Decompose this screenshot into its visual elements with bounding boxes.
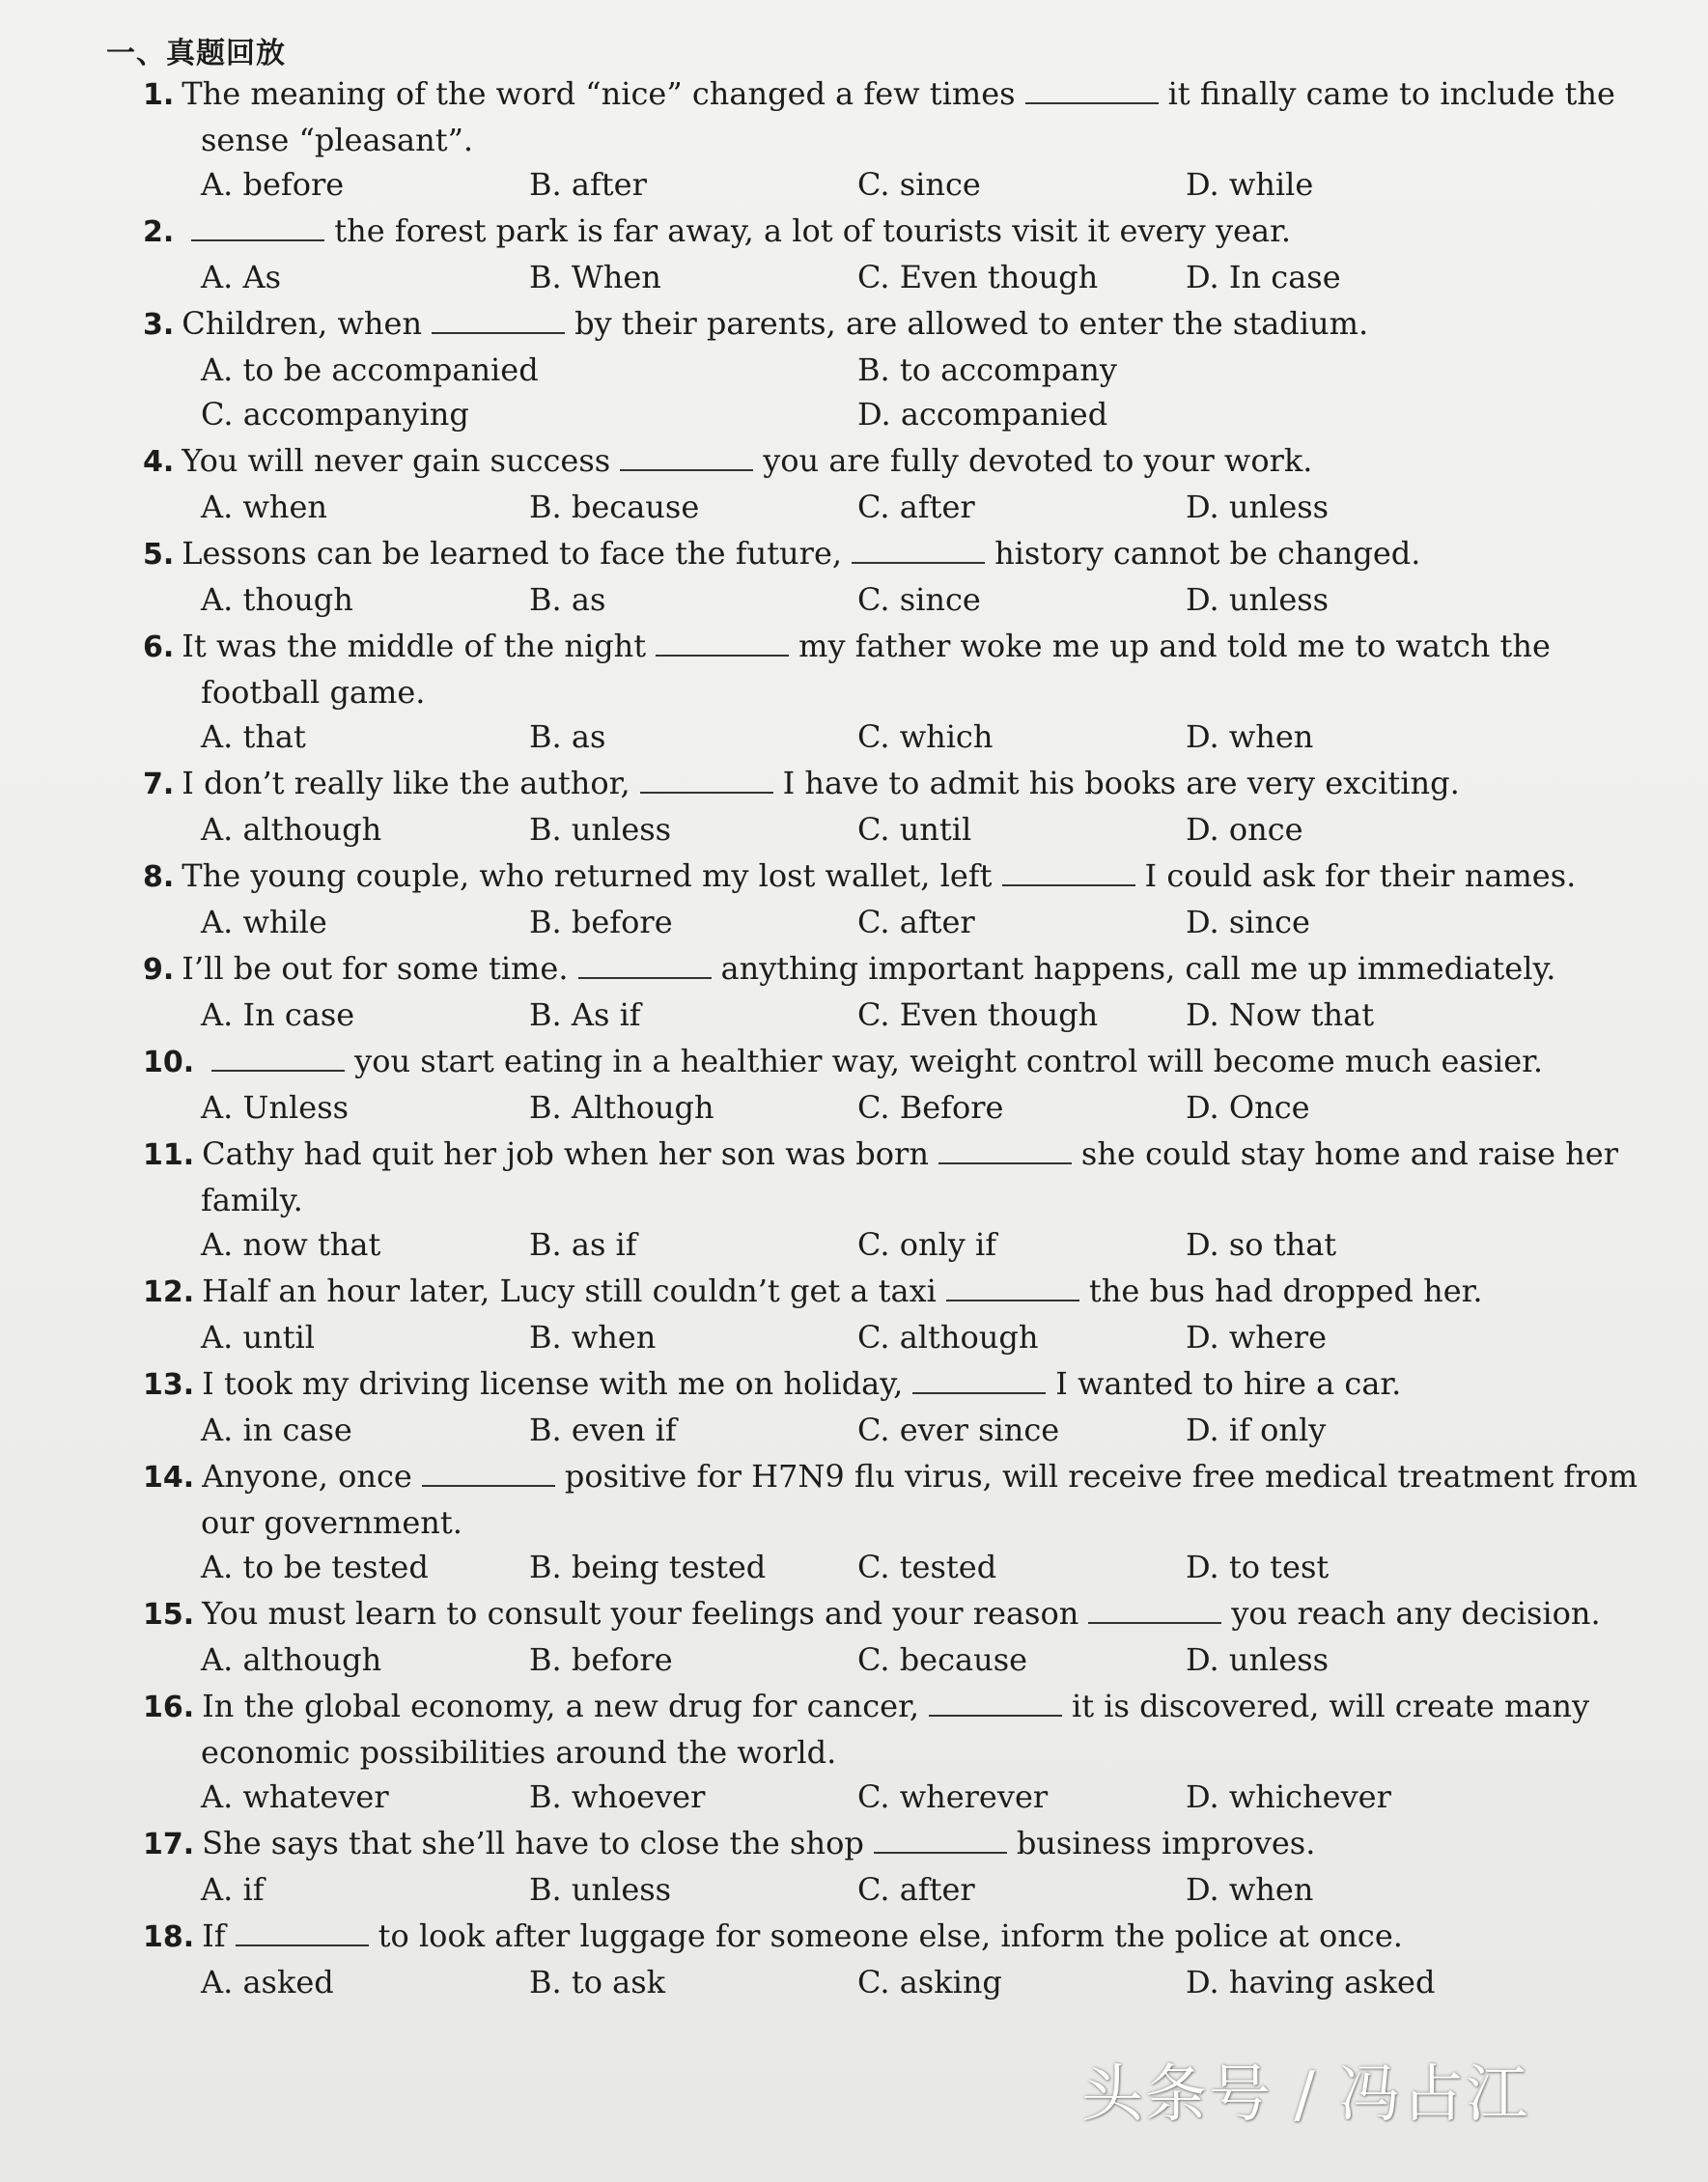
question-number: 16. xyxy=(143,1691,195,1724)
question-stem xyxy=(143,1269,1610,1315)
question-stem xyxy=(143,209,1610,255)
option-row xyxy=(143,807,1610,852)
question-text: my father woke me up and told me to watch the xyxy=(798,628,1551,664)
question-stem xyxy=(143,624,1610,670)
question-item xyxy=(143,1821,1610,1912)
answer-option[interactable]: D. Once xyxy=(1186,1089,1310,1126)
question-text: positive for H7N9 flu virus, will receive free medical treatment from xyxy=(564,1458,1638,1495)
option-row xyxy=(143,1775,1610,1819)
answer-option[interactable]: A. to be accompanied xyxy=(201,351,539,388)
answer-blank[interactable] xyxy=(211,1041,345,1072)
question-text: she could stay home and raise her xyxy=(1080,1135,1619,1172)
answer-option[interactable]: A. In case xyxy=(201,996,355,1033)
question-text: Anyone, once xyxy=(202,1458,412,1495)
question-number: 10. xyxy=(143,1046,195,1079)
question-text: Half an hour later, Lucy still couldn’t get a taxi xyxy=(202,1273,937,1309)
question-stem xyxy=(143,1821,1610,1867)
question-text: it is discovered, will create many xyxy=(1072,1688,1590,1724)
answer-option[interactable]: A. whatever xyxy=(201,1778,389,1815)
question-text: If xyxy=(202,1917,226,1954)
answer-option[interactable]: D. when xyxy=(1186,718,1314,755)
question-stem xyxy=(143,1454,1638,1500)
question-item xyxy=(143,1684,1610,1819)
answer-option[interactable]: B. whoever xyxy=(529,1778,706,1815)
answer-option[interactable]: C. since xyxy=(857,581,981,618)
question-text: business improves. xyxy=(1016,1825,1316,1861)
answer-option[interactable]: B. even if xyxy=(529,1412,677,1448)
question-stem xyxy=(143,1684,1610,1730)
answer-option[interactable]: C. only if xyxy=(857,1226,997,1263)
answer-option[interactable]: D. whichever xyxy=(1186,1778,1391,1815)
question-item xyxy=(143,209,1610,299)
answer-option[interactable]: C. after xyxy=(857,1871,975,1908)
question-text: I don’t really like the author, xyxy=(182,765,630,801)
question-item xyxy=(143,853,1610,944)
question-item xyxy=(143,1591,1610,1682)
question-item xyxy=(143,1454,1638,1589)
question-item xyxy=(143,946,1610,1037)
answer-option[interactable]: B. as if xyxy=(529,1226,637,1263)
question-text: you are fully devoted to your work. xyxy=(763,442,1313,479)
question-text-continued: economic possibilities around the world. xyxy=(201,1734,837,1771)
answer-option[interactable]: D. to test xyxy=(1186,1549,1330,1585)
answer-option[interactable]: C. which xyxy=(857,718,994,755)
question-text: it finally came to include the xyxy=(1167,75,1615,112)
answer-option[interactable]: B. to ask xyxy=(529,1964,666,2000)
answer-option[interactable]: A. that xyxy=(201,718,306,755)
option-row xyxy=(143,1315,1610,1359)
answer-option[interactable]: D. unless xyxy=(1186,581,1330,618)
answer-option[interactable]: B. to accompany xyxy=(857,351,1117,388)
question-item xyxy=(143,1269,1610,1359)
answer-option[interactable]: C. accompanying xyxy=(201,396,469,433)
answer-option[interactable]: C. asking xyxy=(857,1964,1002,2000)
option-row xyxy=(143,993,1610,1037)
question-item xyxy=(143,1361,1610,1452)
answer-option[interactable]: C. ever since xyxy=(857,1412,1060,1448)
answer-blank[interactable] xyxy=(1002,855,1135,886)
option-row xyxy=(143,714,1610,759)
answer-option[interactable]: A. now that xyxy=(201,1226,381,1263)
question-text: Cathy had quit her job when her son was born xyxy=(202,1135,929,1172)
question-stem xyxy=(143,853,1610,900)
question-text: to look after luggage for someone else, inform the police at once. xyxy=(378,1917,1403,1954)
answer-option[interactable]: B. When xyxy=(529,259,661,295)
answer-option[interactable]: C. since xyxy=(857,166,981,203)
question-item xyxy=(143,761,1610,852)
section-heading: 一、真题回放 xyxy=(106,37,286,70)
question-text: I have to admit his books are very exciting. xyxy=(782,765,1460,801)
answer-option[interactable]: A. in case xyxy=(201,1412,352,1448)
question-text: I wanted to hire a car. xyxy=(1055,1365,1402,1402)
question-stem xyxy=(143,1914,1610,1960)
answer-option[interactable]: D. so that xyxy=(1186,1226,1337,1263)
question-text: history cannot be changed. xyxy=(994,535,1421,572)
option-row xyxy=(143,1222,1610,1267)
option-row xyxy=(143,1637,1610,1682)
answer-option[interactable]: D. accompanied xyxy=(857,396,1108,433)
question-item xyxy=(143,531,1610,622)
question-item xyxy=(143,71,1615,207)
option-row xyxy=(143,1408,1610,1452)
answer-option[interactable]: A. asked xyxy=(201,1964,334,2000)
answer-option[interactable]: B. Although xyxy=(529,1089,714,1126)
answer-option[interactable]: D. In case xyxy=(1186,259,1341,295)
question-stem xyxy=(143,761,1610,807)
answer-option[interactable]: D. unless xyxy=(1186,489,1330,525)
answer-option[interactable]: C. Even though xyxy=(857,259,1099,295)
answer-option[interactable]: C. wherever xyxy=(857,1778,1049,1815)
question-number: 18. xyxy=(143,1920,195,1954)
question-item xyxy=(143,1039,1610,1130)
question-stem xyxy=(143,946,1610,993)
answer-option[interactable]: B. after xyxy=(529,166,647,203)
question-item xyxy=(143,1914,1610,2004)
option-row xyxy=(143,392,1610,436)
option-row xyxy=(143,485,1610,529)
question-number: 12. xyxy=(143,1275,195,1309)
question-text: It was the middle of the night xyxy=(182,628,647,664)
answer-option[interactable]: B. before xyxy=(529,1641,673,1678)
question-number: 7. xyxy=(143,768,175,801)
answer-option[interactable]: C. until xyxy=(857,811,972,848)
answer-blank[interactable] xyxy=(1088,1593,1221,1624)
answer-option[interactable]: D. while xyxy=(1186,166,1314,203)
answer-blank[interactable] xyxy=(578,948,712,979)
answer-option[interactable]: C. tested xyxy=(857,1549,997,1585)
option-row xyxy=(143,162,1610,207)
answer-blank[interactable] xyxy=(912,1363,1046,1394)
answer-option[interactable]: D. Now that xyxy=(1186,996,1375,1033)
question-stem xyxy=(143,531,1610,577)
answer-option[interactable]: A. Unless xyxy=(201,1089,350,1126)
question-number: 15. xyxy=(143,1598,195,1632)
option-row xyxy=(143,577,1610,622)
answer-option[interactable]: A. although xyxy=(201,811,382,848)
answer-blank[interactable] xyxy=(236,1916,369,1946)
answer-option[interactable]: B. being tested xyxy=(529,1549,767,1585)
question-number: 6. xyxy=(143,630,175,664)
question-stem xyxy=(143,301,1610,348)
question-item xyxy=(143,301,1610,436)
question-text: Children, when xyxy=(182,305,423,342)
question-text: I’ll be out for some time. xyxy=(182,950,569,987)
question-item xyxy=(143,1132,1619,1267)
answer-option[interactable]: A. though xyxy=(201,581,353,618)
question-number: 8. xyxy=(143,860,175,894)
question-number: 14. xyxy=(143,1461,195,1495)
answer-option[interactable]: D. where xyxy=(1186,1319,1328,1356)
option-row xyxy=(143,1545,1610,1589)
question-number: 11. xyxy=(143,1138,195,1172)
answer-option[interactable]: B. because xyxy=(529,489,700,525)
question-stem xyxy=(143,1039,1610,1085)
answer-option[interactable]: C. Even though xyxy=(857,996,1099,1033)
answer-blank[interactable] xyxy=(1025,73,1159,104)
answer-option[interactable]: B. before xyxy=(529,904,673,940)
question-text: the bus had dropped her. xyxy=(1088,1273,1483,1309)
answer-blank[interactable] xyxy=(946,1271,1079,1301)
question-number: 3. xyxy=(143,308,175,342)
answer-option[interactable]: B. when xyxy=(529,1319,657,1356)
option-row xyxy=(143,900,1610,944)
question-text-continued: our government. xyxy=(201,1504,462,1541)
answer-option[interactable]: D. since xyxy=(1186,904,1310,940)
option-row xyxy=(143,1085,1610,1130)
question-text-continued: sense “pleasant”. xyxy=(201,122,474,158)
question-text: You must learn to consult your feelings and your reason xyxy=(202,1595,1079,1632)
answer-blank[interactable] xyxy=(656,626,789,657)
question-number: 13. xyxy=(143,1368,195,1402)
answer-option[interactable]: D. having asked xyxy=(1186,1964,1436,2000)
answer-option[interactable]: A. although xyxy=(201,1641,382,1678)
answer-option[interactable]: A. to be tested xyxy=(201,1549,429,1585)
answer-option[interactable]: C. after xyxy=(857,489,975,525)
question-item xyxy=(143,438,1610,529)
question-text: I took my driving license with me on holiday, xyxy=(202,1365,904,1402)
answer-option[interactable]: A. if xyxy=(201,1871,265,1908)
answer-option[interactable]: B. As if xyxy=(529,996,641,1033)
answer-option[interactable]: D. when xyxy=(1186,1871,1314,1908)
answer-option[interactable]: A. while xyxy=(201,904,327,940)
question-text: The meaning of the word “nice” changed a few times xyxy=(182,75,1016,112)
question-text: You will never gain success xyxy=(182,442,611,479)
answer-option[interactable]: A. before xyxy=(201,166,345,203)
answer-blank[interactable] xyxy=(929,1686,1062,1717)
question-item xyxy=(143,624,1610,759)
answer-option[interactable]: C. although xyxy=(857,1319,1039,1356)
question-text: She says that she’ll have to close the shop xyxy=(202,1825,864,1861)
question-number: 1. xyxy=(143,78,175,112)
answer-option[interactable]: D. if only xyxy=(1186,1412,1327,1448)
question-number: 2. xyxy=(143,215,175,249)
answer-option[interactable]: C. after xyxy=(857,904,975,940)
question-number: 17. xyxy=(143,1828,195,1861)
answer-option[interactable]: B. unless xyxy=(529,1871,672,1908)
answer-option[interactable]: A. As xyxy=(201,259,281,295)
question-text: anything important happens, call me up immediately. xyxy=(720,950,1556,987)
question-text: the forest park is far away, a lot of tourists visit it every year. xyxy=(334,212,1292,249)
answer-option[interactable]: D. unless xyxy=(1186,1641,1330,1678)
question-stem xyxy=(143,1132,1619,1178)
answer-option[interactable]: C. Before xyxy=(857,1089,1004,1126)
watermark: 头条号 / 冯占江 xyxy=(1081,2059,1530,2131)
answer-blank[interactable] xyxy=(432,303,565,334)
answer-option[interactable]: B. as xyxy=(529,581,606,618)
question-text: Lessons can be learned to face the future, xyxy=(182,535,843,572)
question-text: you start eating in a healthier way, weight control will become much easier. xyxy=(354,1043,1544,1079)
answer-option[interactable]: A. when xyxy=(201,489,327,525)
question-number: 5. xyxy=(143,538,175,572)
option-row xyxy=(143,1867,1610,1912)
answer-blank[interactable] xyxy=(938,1133,1072,1164)
question-number: 4. xyxy=(143,445,175,479)
option-row xyxy=(143,348,1610,392)
question-list xyxy=(143,71,1638,2006)
question-number: 9. xyxy=(143,953,175,987)
question-text: by their parents, are allowed to enter the stadium. xyxy=(574,305,1369,342)
answer-blank[interactable] xyxy=(852,533,985,564)
answer-blank[interactable] xyxy=(191,210,324,241)
answer-option[interactable]: D. once xyxy=(1186,811,1303,848)
answer-option[interactable]: A. until xyxy=(201,1319,315,1356)
answer-blank[interactable] xyxy=(422,1456,555,1487)
answer-option[interactable]: B. as xyxy=(529,718,606,755)
question-text-continued: family. xyxy=(201,1182,303,1218)
question-stem xyxy=(143,438,1610,485)
question-stem xyxy=(143,1591,1610,1637)
question-text: you reach any decision. xyxy=(1231,1595,1601,1632)
option-row xyxy=(143,1960,1610,2004)
answer-option[interactable]: B. unless xyxy=(529,811,672,848)
question-text: The young couple, who returned my lost wallet, left xyxy=(182,857,993,894)
answer-blank[interactable] xyxy=(640,763,773,794)
question-text-continued: football game. xyxy=(201,674,426,711)
question-text: In the global economy, a new drug for cancer, xyxy=(202,1688,920,1724)
question-text: I could ask for their names. xyxy=(1144,857,1577,894)
answer-option[interactable]: C. because xyxy=(857,1641,1028,1678)
answer-blank[interactable] xyxy=(874,1823,1007,1854)
question-stem xyxy=(143,71,1615,118)
answer-blank[interactable] xyxy=(620,440,753,471)
question-stem xyxy=(143,1361,1610,1408)
option-row xyxy=(143,255,1610,299)
